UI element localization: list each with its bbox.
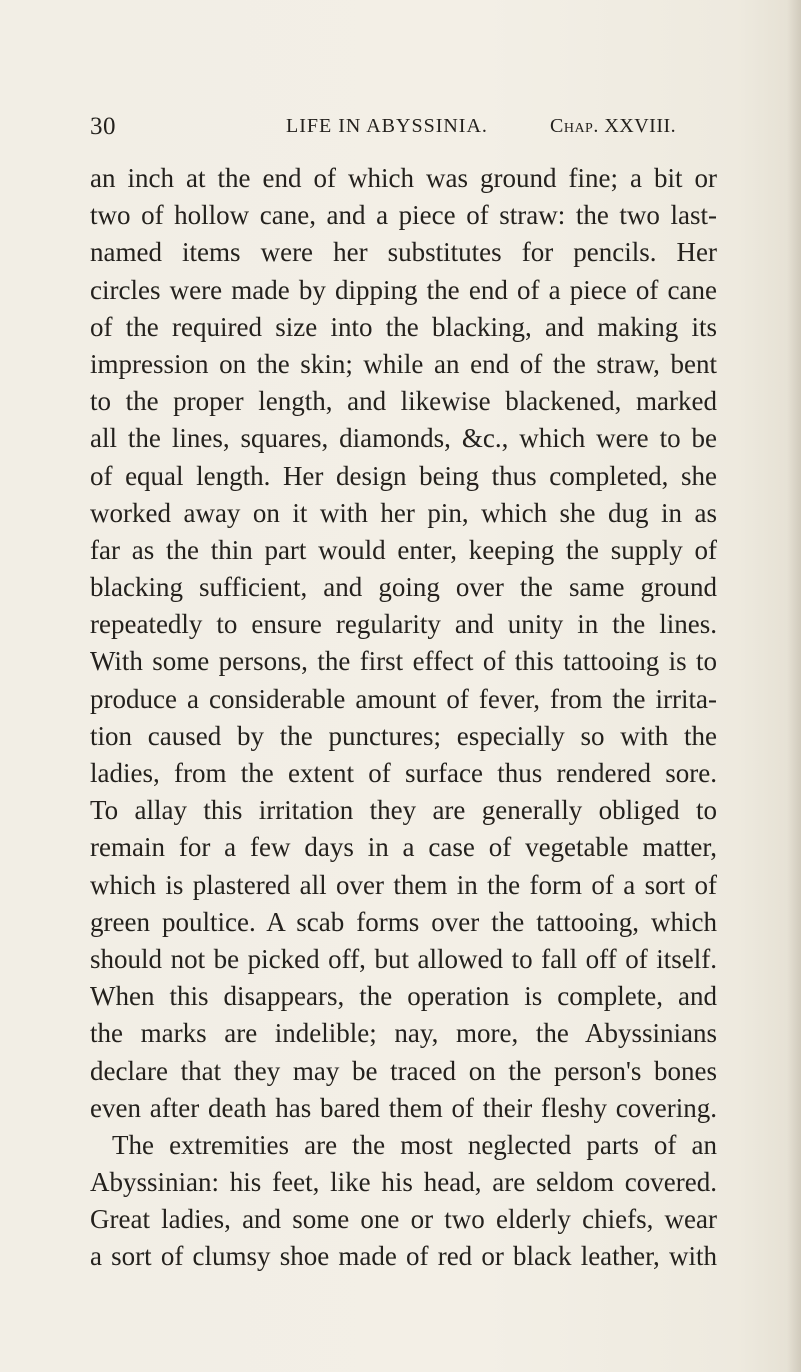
text-line: With some persons, the first effect of this tattooing is to	[90, 646, 717, 677]
text-line: ladies, from the extent of surface thus rendered sore.	[90, 758, 717, 788]
text-line: green poultice. A scab forms over the tattooing, which	[90, 906, 717, 937]
book-title: LIFE IN ABYSSINIA.	[286, 115, 488, 137]
text-line: even after death has bared them of their fleshy covering.	[90, 1092, 717, 1123]
text-line: the marks are indelible; nay, more, the Abyssinians	[90, 1018, 717, 1049]
text-line: to the proper length, and likewise blackened, marked	[90, 386, 717, 417]
text-line: When this disappears, the operation is complete, and	[90, 981, 717, 1012]
running-header	[90, 113, 710, 143]
text-line: should not be picked off, but allowed to fall off of itself.	[90, 943, 717, 974]
text-line: The extremities are the most neglected parts of an	[112, 1129, 717, 1160]
text-line: worked away on it with her pin, which she dug in as	[90, 497, 717, 528]
text-line: far as the thin part would enter, keeping the supply of	[90, 534, 717, 565]
chapter-reference: Chap. XXVIII.	[550, 115, 677, 137]
text-line: Great ladies, and some one or two elderly chiefs, wear	[90, 1204, 717, 1235]
text-line: blacking sufficient, and going over the same ground	[90, 572, 717, 603]
text-line: impression on the skin; while an end of the straw, bent	[90, 348, 717, 379]
text-line: circles were made by dipping the end of a piece of cane	[90, 274, 717, 305]
text-line: produce a considerable amount of fever, from the irrita-	[90, 683, 717, 714]
text-line: all the lines, squares, diamonds, &c., which were to be	[90, 423, 717, 454]
body-text	[90, 160, 717, 1276]
text-line: of the required size into the blacking, and making its	[90, 311, 717, 342]
page-edge-shadow	[787, 0, 801, 1372]
page-number: 30	[90, 113, 116, 140]
text-line: an inch at the end of which was ground fine; a bit or	[90, 163, 717, 193]
text-line: remain for a few days in a case of vegetable matter,	[90, 832, 717, 863]
text-line: declare that they may be traced on the person's bones	[90, 1055, 717, 1086]
text-line: named items were her substitutes for pencils. Her	[90, 237, 717, 268]
text-line: Abyssinian: his feet, like his head, are seldom covered.	[90, 1167, 717, 1198]
text-line: of equal length. Her design being thus completed, she	[90, 460, 717, 491]
text-line: which is plastered all over them in the form of a sort of	[90, 869, 717, 900]
text-line: two of hollow cane, and a piece of straw: the two last-	[90, 200, 717, 231]
text-line: To allay this irritation they are generally obliged to	[90, 795, 717, 826]
text-line: a sort of clumsy shoe made of red or black leather, with	[90, 1241, 717, 1272]
text-line: tion caused by the punctures; especially so with the	[90, 720, 717, 751]
text-line: repeatedly to ensure regularity and unity in the lines.	[90, 609, 717, 640]
